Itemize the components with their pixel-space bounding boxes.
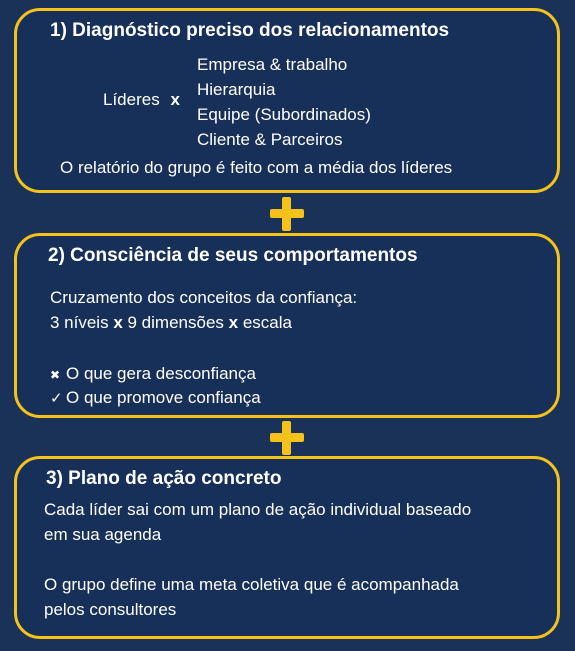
levels-text: 3 níveis (50, 313, 114, 332)
plus-icon (270, 197, 304, 231)
step-1-footer: O relatório do grupo é feito com a média dos líderes (60, 158, 453, 177)
plus-icon (270, 421, 304, 455)
step-3-p2-line-1: O grupo define uma meta coletiva que é acompanhada (44, 575, 459, 594)
distrust-text: O que gera desconfiança (66, 364, 256, 383)
cross-icon: ✖ (50, 368, 61, 382)
distrust-row (50, 364, 256, 384)
step-3-p1-line-2: em sua agenda (44, 525, 162, 544)
step-1-title: 1) Diagnóstico preciso dos relacionamentos (50, 20, 450, 41)
trust-row (50, 388, 261, 408)
scale-text: escala (238, 313, 292, 332)
step-3-p2-line-2: pelos consultores (44, 600, 177, 619)
relationship-item-1: Hierarquia (197, 80, 276, 99)
relationship-item-0: Empresa & trabalho (197, 55, 348, 74)
relationship-item-2: Equipe (Subordinados) (197, 105, 371, 124)
step-2-title: 2) Consciência de seus comportamentos (48, 245, 418, 266)
step-2-line-1: Cruzamento dos conceitos da confiança: (50, 288, 358, 307)
step-2-line-2 (50, 313, 292, 333)
leaders-times: x (170, 90, 180, 109)
step-3-p1-line-1: Cada líder sai com um plano de ação individual baseado (44, 500, 472, 519)
check-icon: ✓ (50, 390, 63, 407)
times-2: x (228, 313, 239, 332)
dimensions-text: 9 dimensões (122, 313, 229, 332)
leaders-text: Líderes (103, 90, 160, 109)
trust-text: O que promove confiança (66, 388, 261, 407)
times-1: x (113, 313, 123, 332)
leaders-label (103, 90, 180, 110)
step-3-title: 3) Plano de ação concreto (46, 468, 282, 489)
relationship-item-3: Cliente & Parceiros (197, 130, 343, 149)
